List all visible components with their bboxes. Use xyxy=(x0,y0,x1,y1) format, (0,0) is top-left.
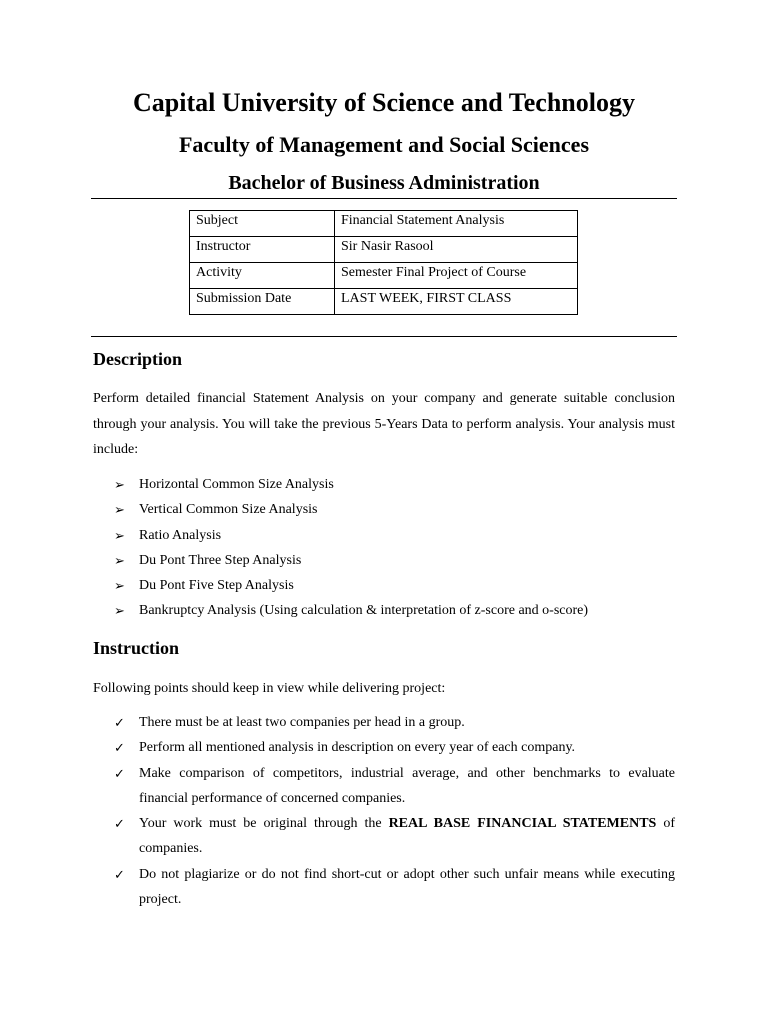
arrow-bullet-icon: ➢ xyxy=(114,552,125,568)
description-heading: Description xyxy=(93,349,182,369)
description-paragraph: Perform detailed financial Statement Analysis on your company and generate suitable conclusion through your analysis. You will take the previous 5-Years Data to perform analysis. Your analysis must include: xyxy=(93,391,675,457)
list-item xyxy=(114,862,675,913)
arrow-bullet-icon: ➢ xyxy=(114,527,125,543)
check-icon: ✓ xyxy=(114,816,125,832)
analysis-list xyxy=(114,472,675,624)
check-icon: ✓ xyxy=(114,740,125,756)
list-item xyxy=(114,710,675,735)
list-item xyxy=(114,573,675,598)
table-row xyxy=(190,289,578,315)
table-row xyxy=(190,211,578,237)
header-divider-top xyxy=(91,198,677,199)
instruction-list xyxy=(114,710,675,912)
list-item-text: Vertical Common Size Analysis xyxy=(139,502,318,518)
list-item xyxy=(114,472,675,497)
list-item-text: of companies. xyxy=(139,816,675,857)
list-item xyxy=(114,548,675,573)
list-item-text: Du Pont Five Step Analysis xyxy=(139,578,294,594)
arrow-bullet-icon: ➢ xyxy=(114,603,125,619)
list-item-text: Make comparison of competitors, industrial average, and other benchmarks to evaluate financial performance of concerned companies. xyxy=(139,765,675,806)
instructor-value: Sir Nasir Rasool xyxy=(335,237,578,263)
instruction-intro: Following points should keep in view while delivering project: xyxy=(93,681,446,696)
arrow-bullet-icon: ➢ xyxy=(114,502,125,518)
instructor-label: Instructor xyxy=(190,237,335,263)
table-row xyxy=(190,237,578,263)
list-item-text: Your work must be original through the xyxy=(139,816,389,832)
list-item xyxy=(114,811,675,862)
list-item xyxy=(114,598,675,623)
list-item xyxy=(114,761,675,812)
arrow-bullet-icon: ➢ xyxy=(114,578,125,594)
list-item-text: Do not plagiarize or do not find short-cut or adopt other such unfair means while executing project. xyxy=(139,866,675,908)
submission-date-label: Submission Date xyxy=(190,289,335,315)
submission-date-value: LAST WEEK, FIRST CLASS xyxy=(335,289,578,315)
course-info-table xyxy=(189,210,578,315)
university-title: Capital University of Science and Technology xyxy=(133,88,635,117)
subject-value: Financial Statement Analysis xyxy=(335,211,578,237)
list-item-text: Horizontal Common Size Analysis xyxy=(139,477,334,492)
faculty-title: Faculty of Management and Social Sciences xyxy=(178,132,590,157)
activity-label: Activity xyxy=(190,263,335,289)
list-item xyxy=(114,497,675,522)
program-title: Bachelor of Business Administration xyxy=(228,172,540,194)
check-icon: ✓ xyxy=(114,715,125,730)
arrow-bullet-icon: ➢ xyxy=(114,477,125,492)
list-item xyxy=(114,735,675,760)
list-item xyxy=(114,523,675,548)
check-icon: ✓ xyxy=(114,765,125,781)
activity-value: Semester Final Project of Course xyxy=(335,263,578,289)
table-row xyxy=(190,263,578,289)
instruction-heading: Instruction xyxy=(93,638,180,658)
list-item-text: There must be at least two companies per head in a group. xyxy=(139,715,465,730)
list-item-text: Bankruptcy Analysis (Using calculation & interpretation of z-score and o-score) xyxy=(139,603,589,619)
check-icon: ✓ xyxy=(114,866,125,882)
subject-label: Subject xyxy=(190,211,335,237)
list-item-text: Du Pont Three Step Analysis xyxy=(139,552,302,568)
emphasis-text: REAL BASE FINANCIAL STATEMENTS xyxy=(388,816,657,832)
list-item-text: Perform all mentioned analysis in description on every year of each company. xyxy=(139,740,576,756)
header-divider-bottom xyxy=(91,336,677,337)
list-item-text: Ratio Analysis xyxy=(139,527,222,543)
